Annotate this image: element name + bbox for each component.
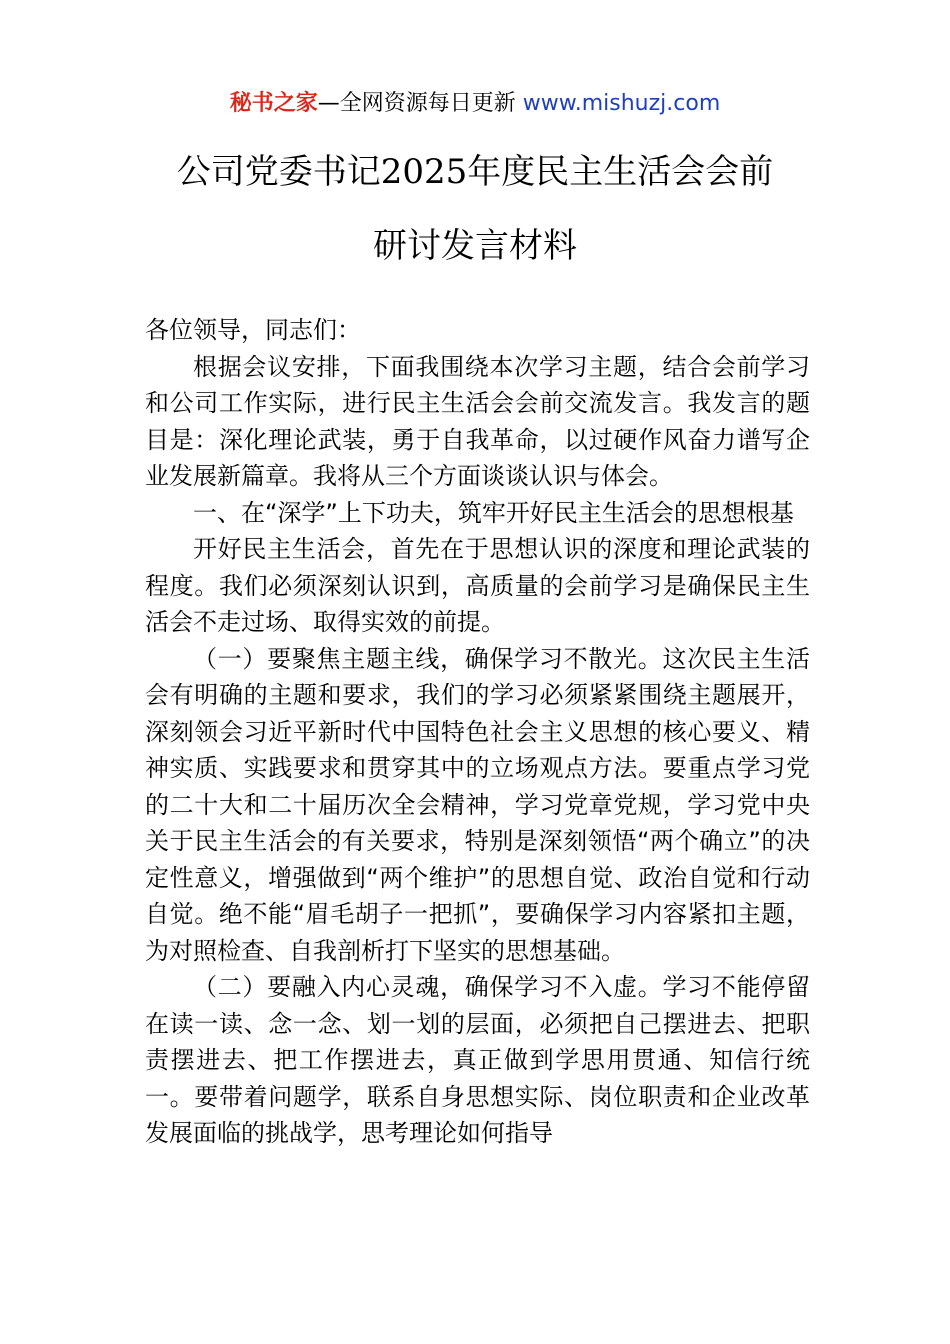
site-url-link[interactable]: www.mishuzj.com — [522, 91, 721, 116]
header-tagline: —全网资源每日更新 — [317, 91, 523, 116]
point-1-paragraph: （一）要聚焦主题主线，确保学习不散光。这次民主生活会有明确的主题和要求，我们的学习必须紧紧围绕主题展开，深刻领会习近平新时代中国特色社会主义思想的核心要义、精神实质、实践要求和贯穿其中的立场观点方法。要重点学习党的二十大和二十届历次全会精神，学习党章党规，学习党中央关于民主生活会的有关要求，特别是深刻领悟“两个确立”的决定性意义，增强做到“两个维护”的思想自觉、政治自觉和行动自觉。绝不能“眉毛胡子一把抓”，要确保学习内容紧扣主题，为对照检查、自我剖析打下坚实的思想基础。 — [145, 644, 810, 965]
section-1-heading: 一、在“深学”上下功夫，筑牢开好民主生活会的思想根基 — [193, 498, 794, 527]
brand-name: 秘书之家 — [229, 91, 318, 116]
document-title-line-2: 研讨发言材料 — [373, 226, 577, 266]
document-body — [145, 312, 810, 1152]
salutation: 各位领导，同志们： — [145, 316, 361, 344]
intro-paragraph: 根据会议安排，下面我围绕本次学习主题，结合会前学习和公司工作实际，进行民主生活会会前交流发言。我发言的题目是：深化理论武装，勇于自我革命，以过硬作风奋力谱写企业发展新篇章。我将从三个方面谈谈认识与体会。 — [145, 352, 810, 490]
document-title-line-1: 公司党委书记2025年度民主生活会会前 — [176, 152, 774, 192]
section-1-paragraph: 开好民主生活会，首先在于思想认识的深度和理论武装的程度。我们必须深刻认识到，高质量的会前学习是确保民主生活会不走过场、取得实效的前提。 — [145, 535, 810, 636]
point-2-paragraph: （二）要融入内心灵魂，确保学习不入虚。学习不能停留在读一读、念一念、划一划的层面，必须把自己摆进去、把职责摆进去、把工作摆进去，真正做到学思用贯通、知信行统一。要带着问题学，联系自身思想实际、岗位职责和企业改革发展面临的挑战学，思考理论如何指导 — [145, 973, 810, 1147]
site-header — [0, 88, 950, 120]
